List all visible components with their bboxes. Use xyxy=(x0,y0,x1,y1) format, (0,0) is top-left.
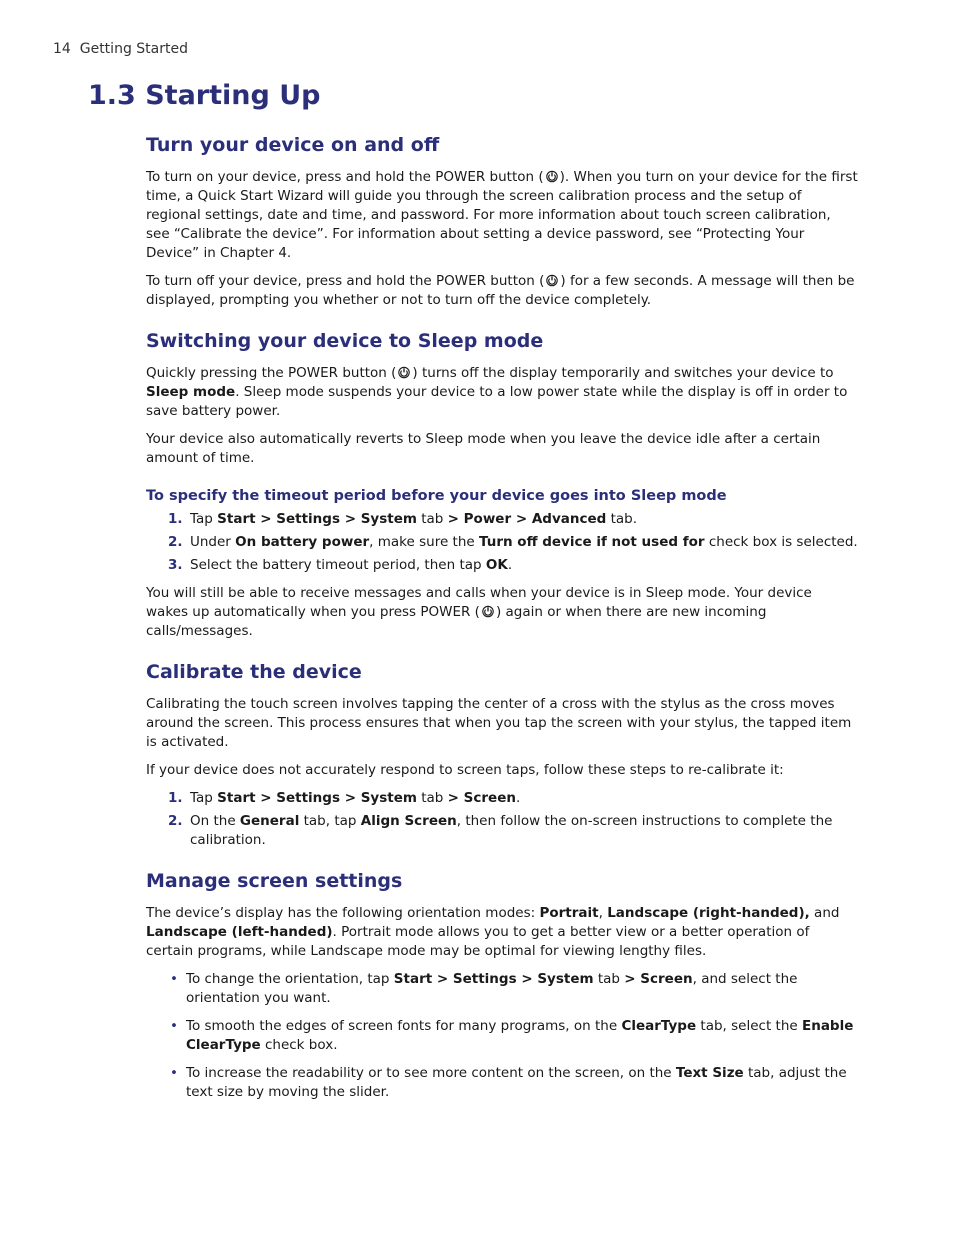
list-item: 1. Tap Start > Settings > System tab > Screen. xyxy=(168,790,521,806)
list-item: 2. On the General tab, tap Align Screen, then follow the on-screen instructions to complete the calibration. xyxy=(168,813,833,848)
section-calibrate xyxy=(146,659,858,850)
section-title: Manage screen settings xyxy=(146,870,403,892)
power-icon xyxy=(545,272,559,287)
paragraph: Your device also automatically reverts to Sleep mode when you leave the device idle after a certain amount of time. xyxy=(146,431,821,466)
section-screen-settings xyxy=(146,868,858,1102)
list-item: • To smooth the edges of screen fonts for many programs, on the ClearType tab, select the Enable ClearType check box. xyxy=(170,1018,854,1053)
power-icon xyxy=(545,168,559,183)
steps-list xyxy=(146,789,858,850)
subsection-title: To specify the timeout period before your device goes into Sleep mode xyxy=(146,488,727,504)
page-content xyxy=(146,132,858,1120)
paragraph: To turn on your device, press and hold the POWER button ( ). When you turn on your device for the first time, a Quick Start Wizard will guide you through the screen calibration process and the setup of regional settings, date and time, and password. For more information about touch screen calibration, see “Calibrate the device”. For information about setting a device password, see “Protecting Your Device” in Chapter 4. xyxy=(146,169,858,261)
section-title: Turn your device on and off xyxy=(146,134,440,156)
chapter-title: 1.3 Starting Up xyxy=(88,80,321,111)
list-item: 2. Under On battery power, make sure the Turn off device if not used for check box is selected. xyxy=(168,534,858,550)
list-item: 3. Select the battery timeout period, then tap OK. xyxy=(168,557,513,573)
header-chapter: Getting Started xyxy=(79,41,188,57)
list-item: 1. Tap Start > Settings > System tab > Power > Advanced tab. xyxy=(168,511,638,527)
paragraph: Quickly pressing the POWER button ( ) turns off the display temporarily and switches your device to Sleep mode. Sleep mode suspends your device to a low power state while the display is off in order to save battery power. xyxy=(146,365,848,419)
section-turn-on-off xyxy=(146,132,858,310)
power-icon xyxy=(481,603,495,618)
section-title: Calibrate the device xyxy=(146,661,362,683)
paragraph: To turn off your device, press and hold the POWER button ( ) for a few seconds. A message will then be displayed, prompting you whether or not to turn off the device completely. xyxy=(146,273,855,308)
section-sleep-mode xyxy=(146,328,858,641)
power-icon xyxy=(397,364,411,379)
list-item: • To change the orientation, tap Start > Settings > System tab > Screen, and select the orientation you want. xyxy=(170,971,798,1006)
paragraph: You will still be able to receive messages and calls when your device is in Sleep mode. Your device wakes up automatically when you press POWER ( ) again or when there are new incoming calls/messages. xyxy=(146,585,812,639)
bullet-list xyxy=(146,970,858,1102)
steps-list xyxy=(146,510,858,575)
section-title: Switching your device to Sleep mode xyxy=(146,330,544,352)
paragraph: The device’s display has the following orientation modes: Portrait, Landscape (right-handed), and Landscape (left-handed). Portrait mode allows you to get a better view or a better operation of certain programs, while Landscape mode may be optimal for viewing lengthy files. xyxy=(146,905,840,959)
page-number: 14 xyxy=(53,41,71,57)
paragraph: Calibrating the touch screen involves tapping the center of a cross with the stylus as the cross moves around the screen. This process ensures that when you tap the screen with your stylus, the tapped item is activated. xyxy=(146,696,852,750)
page-header xyxy=(53,41,188,57)
list-item: • To increase the readability or to see more content on the screen, on the Text Size tab, adjust the text size by moving the slider. xyxy=(170,1065,847,1100)
paragraph: If your device does not accurately respond to screen taps, follow these steps to re-calibrate it: xyxy=(146,762,784,778)
